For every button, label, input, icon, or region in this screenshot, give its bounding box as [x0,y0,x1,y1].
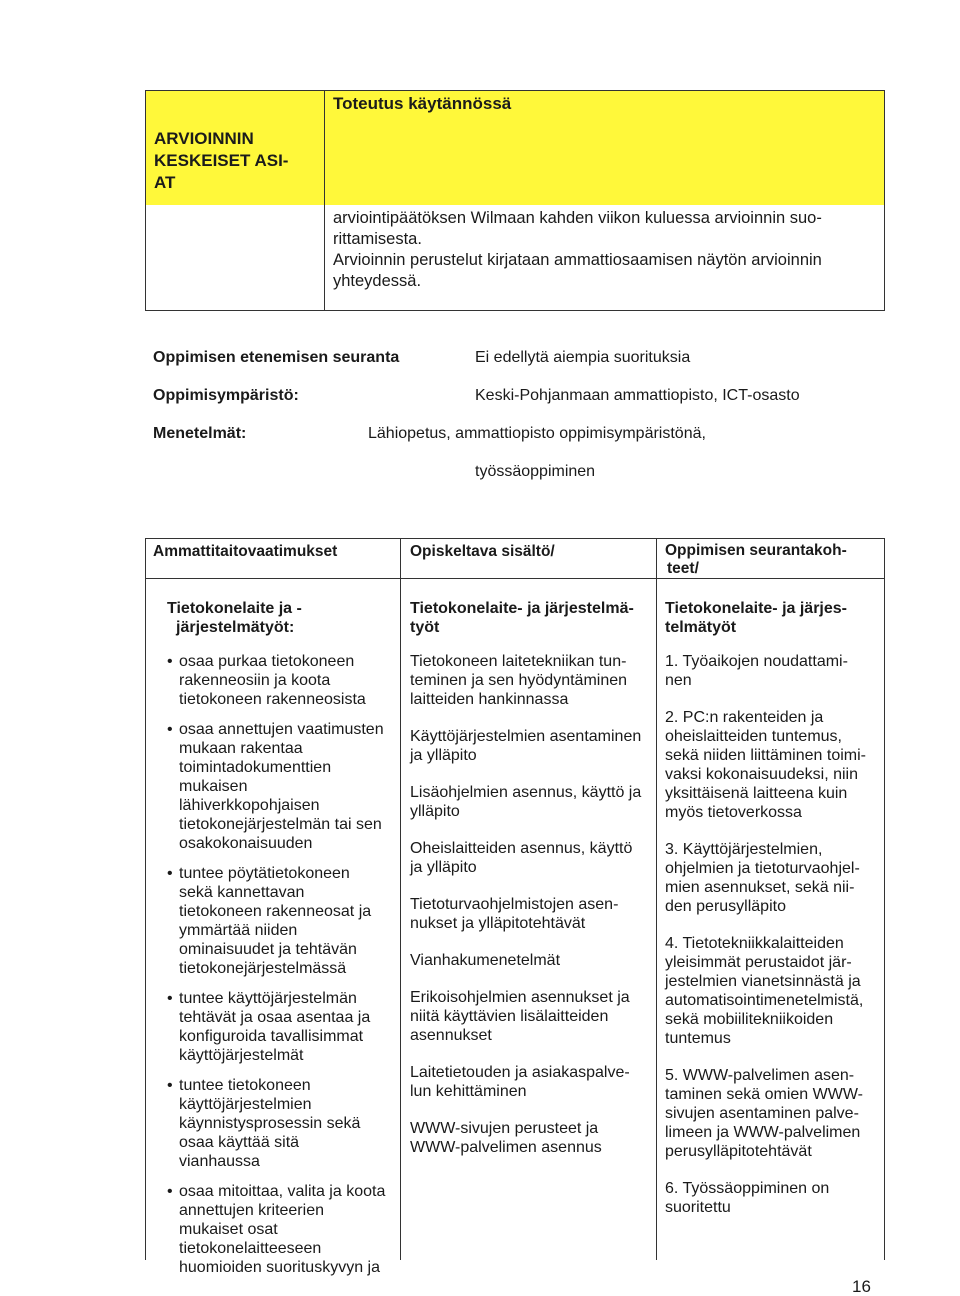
tracking-item [665,934,881,1048]
item-line: tietokoneen rakenneosat ja [179,903,372,920]
requirement-item [167,720,397,853]
content-item [410,1119,654,1157]
item-line: 5. WWW-palvelimen asen- [665,1067,855,1084]
item-line: Erikoisohjelmien asennukset ja [410,989,630,1006]
item-line: käyttöjärjestelmien [179,1096,312,1113]
content-item [410,895,654,933]
column-divider [400,538,401,1260]
header-requirements: Ammattitaitovaatimukset [153,543,338,560]
item-line: vaksi kokonaisuudeksi, niin [665,766,858,783]
implementation-heading-cell [325,91,884,205]
methods-value-cont: työssäoppiminen [475,463,596,480]
content-item [410,727,654,765]
item-line: mien asennukset, sekä nii- [665,879,855,896]
table-border-left [145,538,146,1260]
item-line: sekä niiden liittäminen toimi- [665,747,866,764]
content-item [410,839,654,877]
item-line: ja ylläpito [410,859,477,876]
item-line: automatisointimenetelmistä, [665,992,864,1009]
item-line: 2. PC:n rakenteiden ja [665,709,824,726]
column-divider [656,538,657,1260]
assessment-table [145,90,885,311]
item-line: oheislaitteiden tuntemus, [665,728,842,745]
item-line: lähiverkkopohjaisen [179,797,320,814]
tracking-column [665,599,881,1235]
curriculum-table [145,538,885,1276]
item-line: sivujen asentaminen palve- [665,1105,859,1122]
item-line: Oheislaitteiden asennus, käyttö [410,840,633,857]
item-line: yleisimmät perustaidot jär- [665,954,852,971]
item-line: • osaa annettujen vaatimusten [179,721,384,738]
item-line: suoritettu [665,1199,731,1216]
item-line: ymmärtää niiden [179,922,298,939]
item-line: Laitetietouden ja asiakaspalve- [410,1064,630,1081]
tracking-title [665,599,881,637]
item-line: Käyttöjärjestelmien asentaminen [410,728,642,745]
item-line: toimintadokumenttien [179,759,332,776]
header-line: teet/ [667,560,699,577]
tracking-item [665,1179,881,1217]
implementation-body [333,208,822,292]
item-line: annettujen kriteerien [179,1202,324,1219]
item-line: 4. Tietotekniikkalaitteiden [665,935,844,952]
item-line: tietokonelaitteeseen [179,1240,322,1257]
item-line: rakenneosiin ja koota [179,672,331,689]
item-line: Lisäohjelmien asennus, käyttö ja [410,784,642,801]
item-line: • tuntee pöytätietokoneen [179,865,350,882]
item-line: Tietokoneen laitetekniikan tun- [410,653,627,670]
title-line: Tietokonelaite ja - [167,600,302,617]
header-divider [145,578,885,579]
item-line: ja ylläpito [410,747,477,764]
item-line: den perusylläpito [665,898,786,915]
item-line: ohjelmien ja tietoturvaohjel- [665,860,860,877]
requirement-item [167,1182,397,1277]
column-divider [324,205,325,311]
title-line: Tietokonelaite- ja järjestelmä- [410,600,634,617]
item-line: • osaa mitoittaa, valita ja koota [179,1183,386,1200]
item-line: osakokonaisuuden [179,835,313,852]
content-item [410,783,654,821]
requirements-list [167,652,397,1277]
item-line: • osaa purkaa tietokoneen [179,653,355,670]
requirement-item [167,989,397,1065]
methods-value: Lähiopetus, ammattiopisto oppimisympäristönä, [368,425,706,442]
tracking-item [665,1066,881,1161]
item-line: mukaiset osat [179,1221,278,1238]
item-line: konfiguroida tavallisimmat [179,1028,364,1045]
item-line: mukaan rakentaa [179,740,303,757]
item-line: tuntemus [665,1030,731,1047]
item-line: nukset ja ylläpitotehtävät [410,915,586,932]
item-line: 6. Työssäoppiminen on [665,1180,830,1197]
item-line: vianhaussa [179,1153,260,1170]
title-line: työt [410,619,440,636]
table-border-right [884,538,885,1260]
progress-tracking-label: Oppimisen etenemisen seuranta [153,349,400,366]
item-line: jestelmien vianetsinnästä ja [665,973,861,990]
assessment-heading [154,128,288,194]
progress-tracking-value: Ei edellytä aiempia suorituksia [475,349,691,366]
implementation-heading: Toteutus käytännössä [333,94,512,113]
content-item [410,652,654,709]
body-line: arviointipäätöksen Wilmaan kahden viikon kuluessa arvioinnin suo- [333,209,822,227]
item-line: limeen ja WWW-palvelimen [665,1124,861,1141]
body-line: Arvioinnin perustelut kirjataan ammattiosaamisen näytön arvioinnin [333,251,822,269]
item-line: huomioiden suorituskyvyn ja [179,1259,380,1276]
item-line: tehtävät ja osaa asentaa ja [179,1009,371,1026]
requirement-item [167,652,397,709]
header-content: Opiskeltava sisältö/ [410,543,555,560]
item-line: tietokonejärjestelmän tai sen [179,816,382,833]
item-line: WWW-sivujen perusteet ja [410,1120,599,1137]
item-line: tietokoneen rakenneosista [179,691,366,708]
heading-line: AT [154,173,176,192]
body-line: rittamisesta. [333,230,422,248]
requirement-item [167,1076,397,1171]
item-line: asennukset [410,1027,492,1044]
tracking-item [665,652,881,690]
body-line: yhteydessä. [333,272,422,290]
learning-environment-value: Keski-Pohjanmaan ammattiopisto, ICT-osasto [475,387,800,404]
item-line: nen [665,672,692,689]
item-line: perusylläpitotehtävät [665,1143,812,1160]
item-line: Vianhakumenetelmät [410,952,561,969]
item-line: taminen sekä omien WWW- [665,1086,863,1103]
assessment-heading-cell [146,91,325,205]
content-title [410,599,654,637]
tracking-item [665,840,881,916]
item-line: myös tietoverkossa [665,804,802,821]
tracking-list [665,652,881,1217]
item-line: teminen ja sen hyödyntäminen [410,672,628,689]
heading-line: KESKEISET ASI- [154,151,289,170]
tracking-item [665,708,881,822]
header-line: Oppimisen seurantakoh- [665,542,847,559]
header-tracking [665,542,847,578]
content-column [410,599,654,1175]
item-line: osaa käyttää sitä [179,1134,300,1151]
heading-line: ARVIOINNIN [154,129,254,148]
table-border-top [145,538,885,539]
title-line: järjestelmätyöt: [176,619,295,636]
title-line: telmätyöt [665,619,737,636]
item-line: sekä kannettavan [179,884,305,901]
item-line: ominaisuudet ja tehtävän [179,941,357,958]
item-line: • tuntee käyttöjärjestelmän [179,990,357,1007]
item-line: laitteiden hankinnassa [410,691,569,708]
title-line: Tietokonelaite- ja järjes- [665,600,847,617]
item-line: lun kehittäminen [410,1083,527,1100]
item-line: 1. Työaikojen noudattami- [665,653,848,670]
item-line: käyttöjärjestelmät [179,1047,304,1064]
requirements-column [167,599,397,1288]
item-line: Tietoturvaohjelmistojen asen- [410,896,619,913]
item-line: 3. Käyttöjärjestelmien, [665,841,823,858]
methods-label: Menetelmät: [153,425,247,442]
item-line: WWW-palvelimen asennus [410,1139,602,1156]
item-line: niitä käyttävien lisälaitteiden [410,1008,609,1025]
content-list [410,652,654,1157]
item-line: mukaisen [179,778,248,795]
item-line: tietokonejärjestelmässä [179,960,347,977]
item-line: yksittäisenä laitteena kuin [665,785,848,802]
item-line: sekä mobiilitekniikoiden [665,1011,834,1028]
item-line: ylläpito [410,803,460,820]
content-item [410,1063,654,1101]
item-line: käynnistysprosessin sekä [179,1115,361,1132]
learning-environment-label: Oppimisympäristö: [153,387,299,404]
content-item [410,988,654,1045]
requirements-title [167,599,397,637]
content-item [410,951,654,970]
requirement-item [167,864,397,978]
page-number: 16 [852,1277,871,1296]
item-line: • tuntee tietokoneen [179,1077,311,1094]
